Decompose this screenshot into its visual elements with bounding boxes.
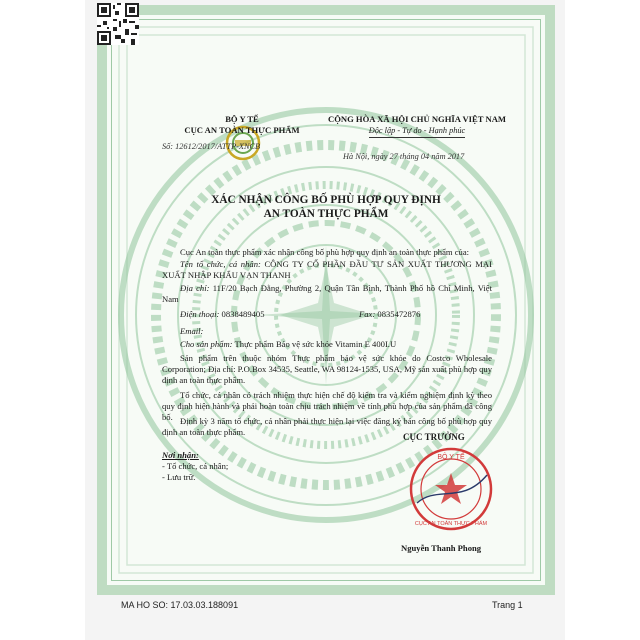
qr-code-icon <box>97 3 139 45</box>
product-field <box>180 339 396 350</box>
issue-date: Hà Nội, ngày 27 tháng 04 năm 2017 <box>343 152 465 161</box>
address-value: 11F/20 Bạch Đằng, Phường 2, Quận Tân Bình, Thành Phố hồ Chí Minh, Việt Nam <box>162 283 492 305</box>
record-code: MA HO SO: 17.03.03.188091 <box>121 600 239 610</box>
email-label: Email: <box>180 326 204 336</box>
department-name: CỤC AN TOÀN THỰC PHẨM <box>184 125 300 136</box>
fax-field <box>359 309 420 320</box>
address-label: Địa chỉ: <box>180 283 210 293</box>
document-title <box>107 193 545 221</box>
svg-text:BỘ Y TẾ: BỘ Y TẾ <box>437 454 465 461</box>
certificate <box>97 5 555 595</box>
title-line-1: XÁC NHẬN CÔNG BỐ PHÙ HỢP QUY ĐỊNH <box>211 194 441 206</box>
phone-label: Điện thoại: <box>180 309 220 319</box>
republic-name: CỘNG HÒA XÃ HỘI CHỦ NGHĨA VIỆT NAM <box>327 114 507 124</box>
recipient-item: - Tổ chức, cá nhân; <box>162 461 229 472</box>
fax-label: Fax: <box>359 309 376 319</box>
product-label: Cho sản phẩm: <box>180 339 233 349</box>
ministry-name: BỘ Y TẾ <box>225 114 259 124</box>
title-line-2: AN TOÀN THỰC PHẨM <box>263 208 389 221</box>
national-motto: Độc lập - Tự do - Hạnh phúc <box>369 126 465 138</box>
national-header <box>307 114 527 138</box>
document-number: Số: 12612/2017/ATTP-XNCB <box>162 142 261 151</box>
phone-field <box>180 309 265 320</box>
organization-field <box>162 259 492 281</box>
page-number: Trang 1 <box>492 600 523 610</box>
organization-label: Tên tổ chức, cá nhân: <box>180 259 261 269</box>
svg-text:CỤC AN TOÀN THỰC PHẨM: CỤC AN TOÀN THỰC PHẨM <box>414 521 488 527</box>
recipients-heading: Nơi nhận: <box>162 450 199 460</box>
product-value: Thực phẩm Bảo vệ sức khỏe Vitamin E 400I.U <box>234 339 397 349</box>
organization-value: CÔNG TY CỔ PHẦN ĐẦU TƯ SẢN XUẤT THƯƠNG MẠI XUẤT NHẬP KHẨU VẠN THANH <box>162 259 492 281</box>
paragraph-manufacturer: Sản phẩm trên thuộc nhóm Thực phẩm bảo vệ sức khỏe do Costco Wholesale Corporation; Địa chỉ: P.O.Box 34535, Seattle, WA 98124-1535, USA, Mỹ sản xuất phù hợp quy định an toàn thực phẩm. <box>162 353 492 386</box>
address-field <box>162 283 492 305</box>
recipients-block <box>162 450 228 484</box>
certificate-content <box>107 15 545 585</box>
issuer-header <box>167 114 317 136</box>
fax-value: 0835472876 <box>377 309 421 319</box>
signer-title: CỤC TRƯỞNG <box>403 432 465 442</box>
paragraph-renewal: Định kỳ 3 năm tổ chức, cá nhân phải thực hiện lại việc đăng ký bản công bố phù hợp quy định an toàn thực phẩm. <box>162 416 492 438</box>
phone-value: 0838489405 <box>221 309 265 319</box>
official-stamp-seal <box>407 445 495 533</box>
recipient-item: - Lưu trữ. <box>162 472 196 483</box>
paragraph-responsibility: Tổ chức, cá nhân có trách nhiệm thực hiện chế độ kiểm tra và kiểm nghiệm định kỳ theo quy định hiện hành và phải hoàn toàn chịu trách nhiệm về tính phù hợp của sản phẩm đã công bố. <box>162 390 492 423</box>
signer-name: Nguyễn Thanh Phong <box>401 543 482 553</box>
intro-text: Cục An toàn thực phẩm xác nhận công bố phù hợp quy định an toàn thực phẩm của: <box>180 247 470 257</box>
